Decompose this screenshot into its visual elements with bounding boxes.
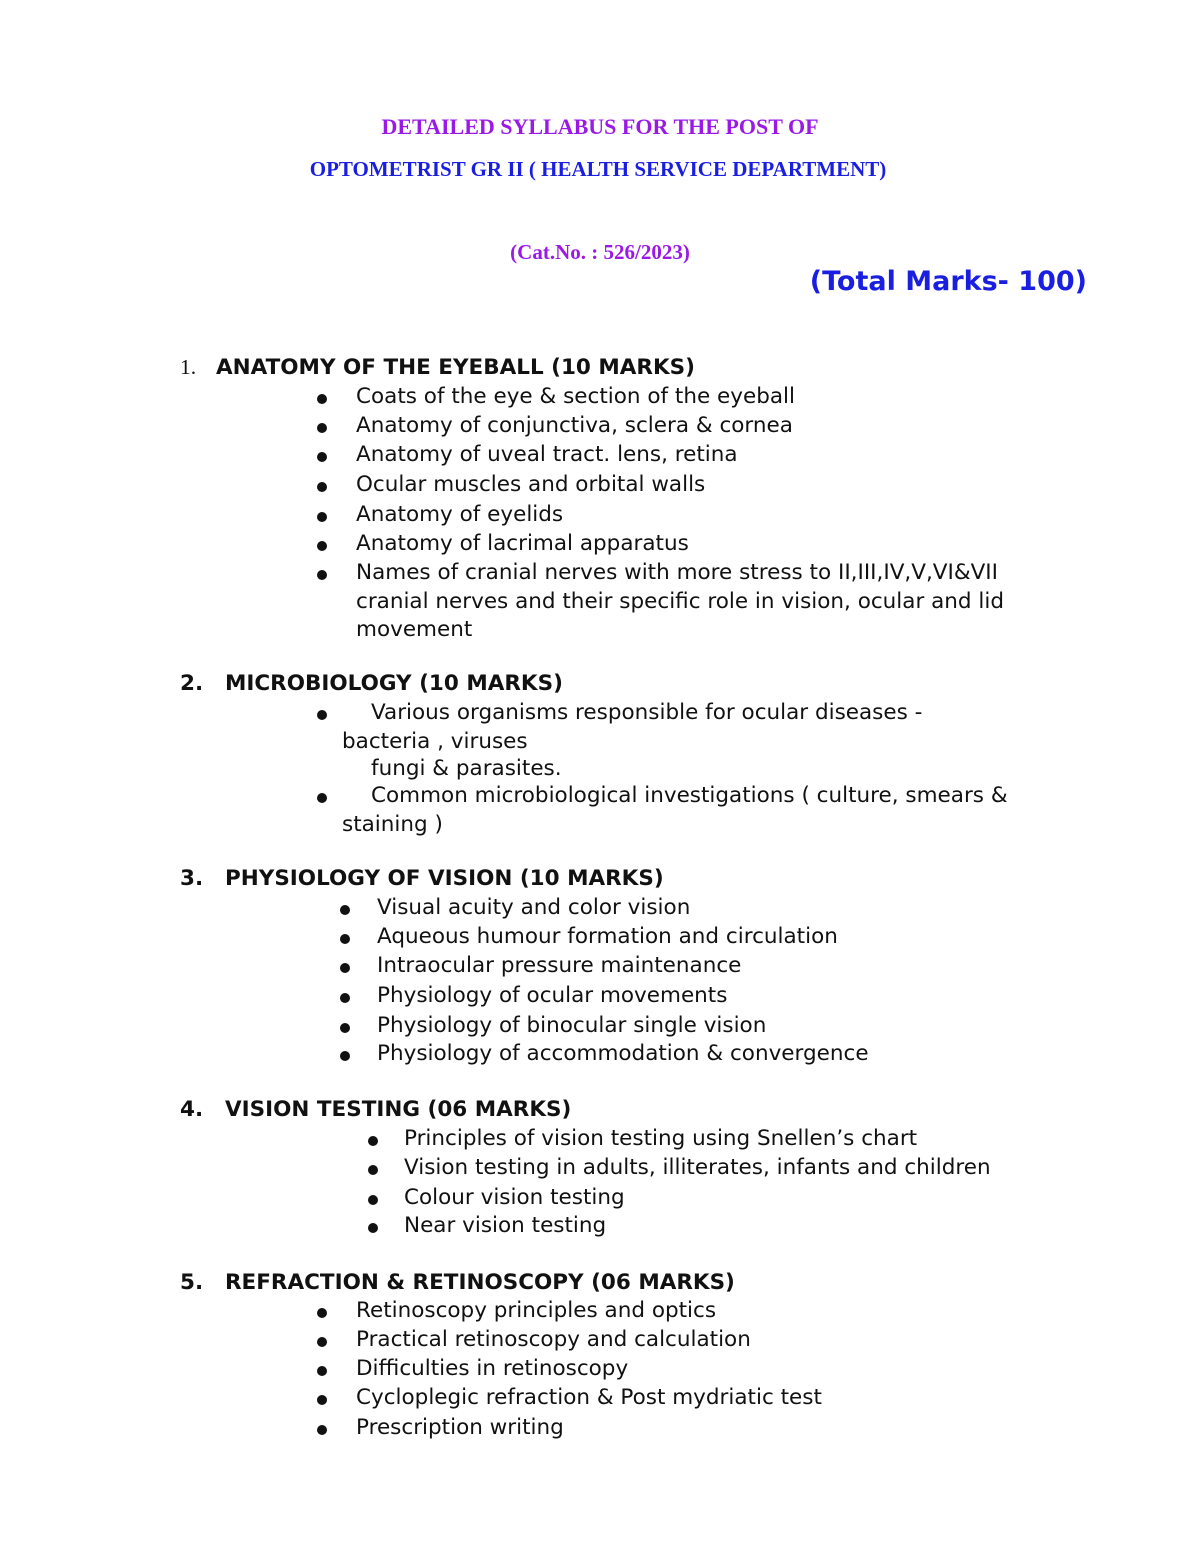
section-title: MICROBIOLOGY (10 MARKS)	[225, 671, 563, 696]
list-item: Common microbiological investigations ( culture, smears &	[371, 783, 1008, 808]
bullet-icon	[340, 963, 350, 973]
list-item: Principles of vision testing using Snellen’s chart	[404, 1126, 918, 1151]
list-item: Physiology of accommodation & convergence	[377, 1041, 869, 1066]
list-item: Vision testing in adults, illiterates, infants and children	[404, 1155, 991, 1180]
document-title: DETAILED SYLLABUS FOR THE POST OF	[381, 114, 819, 139]
list-item: Coats of the eye & section of the eyeball	[356, 384, 795, 409]
section-title: VISION TESTING (06 MARKS)	[225, 1097, 572, 1122]
list-item: Cycloplegic refraction & Post mydriatic test	[356, 1385, 822, 1410]
list-item-continuation: cranial nerves and their specific role in vision, ocular and lid	[356, 589, 1004, 614]
section-title: PHYSIOLOGY OF VISION (10 MARKS)	[225, 866, 664, 891]
list-item: Aqueous humour formation and circulation	[377, 924, 838, 949]
list-item: Practical retinoscopy and calculation	[356, 1327, 751, 1352]
bullet-icon	[368, 1136, 378, 1146]
list-item: Prescription writing	[356, 1415, 564, 1440]
bullet-icon	[368, 1195, 378, 1205]
bullet-icon	[340, 1023, 350, 1033]
list-item: Near vision testing	[404, 1213, 607, 1238]
bullet-icon	[340, 934, 350, 944]
bullet-icon	[317, 512, 327, 522]
list-item-continuation: bacteria , viruses	[342, 729, 528, 754]
bullet-icon	[317, 1366, 327, 1376]
list-item: Names of cranial nerves with more stress to II,III,IV,V,VI&VII	[356, 560, 998, 585]
list-item-continuation: fungi & parasites.	[371, 756, 562, 781]
bullet-icon	[317, 541, 327, 551]
list-item: Anatomy of conjunctiva, sclera & cornea	[356, 413, 793, 438]
section-number: 2.	[180, 671, 204, 696]
list-item: Visual acuity and color vision	[377, 895, 691, 920]
bullet-icon	[340, 905, 350, 915]
section-title: REFRACTION & RETINOSCOPY (06 MARKS)	[225, 1270, 735, 1295]
list-item-continuation: staining )	[342, 812, 443, 837]
bullet-icon	[340, 1051, 350, 1061]
list-item: Various organisms responsible for ocular diseases -	[371, 700, 923, 725]
bullet-icon	[368, 1223, 378, 1233]
total-marks: (Total Marks- 100)	[809, 266, 1087, 297]
bullet-icon	[317, 1425, 327, 1435]
section-heading-physiology	[180, 866, 664, 891]
list-item: Colour vision testing	[404, 1185, 625, 1210]
list-item: Anatomy of uveal tract. lens, retina	[356, 442, 738, 467]
bullet-icon	[317, 394, 327, 404]
bullet-icon	[317, 793, 327, 803]
post-title: OPTOMETRIST GR II ( HEALTH SERVICE DEPARTMENT)	[309, 157, 887, 181]
section-heading-anatomy	[180, 355, 695, 380]
list-item: Physiology of ocular movements	[377, 983, 728, 1008]
bullet-icon	[317, 1308, 327, 1318]
list-item: Physiology of binocular single vision	[377, 1013, 767, 1038]
bullet-icon	[317, 570, 327, 580]
bullet-icon	[317, 423, 327, 433]
bullet-icon	[340, 993, 350, 1003]
bullet-icon	[317, 710, 327, 720]
list-item: Ocular muscles and orbital walls	[356, 472, 706, 497]
category-number: (Cat.No. : 526/2023)	[510, 240, 690, 264]
section-number: 3.	[180, 866, 204, 891]
section-number: 1.	[180, 355, 197, 379]
section-number: 5.	[180, 1270, 204, 1295]
list-item: Anatomy of eyelids	[356, 502, 564, 527]
bullet-icon	[317, 1337, 327, 1347]
section-heading-vision-testing	[180, 1097, 571, 1122]
bullet-icon	[317, 452, 327, 462]
list-item: Retinoscopy principles and optics	[356, 1298, 717, 1323]
bullet-icon	[368, 1165, 378, 1175]
section-heading-refraction	[180, 1270, 735, 1295]
bullet-icon	[317, 1395, 327, 1405]
list-item-continuation: movement	[356, 617, 473, 642]
list-item: Difficulties in retinoscopy	[356, 1356, 629, 1381]
list-item: Anatomy of lacrimal apparatus	[356, 531, 689, 556]
bullet-icon	[317, 482, 327, 492]
section-number: 4.	[180, 1097, 204, 1122]
list-item: Intraocular pressure maintenance	[377, 953, 742, 978]
section-heading-microbiology	[180, 671, 563, 696]
section-title: ANATOMY OF THE EYEBALL (10 MARKS)	[216, 355, 695, 380]
